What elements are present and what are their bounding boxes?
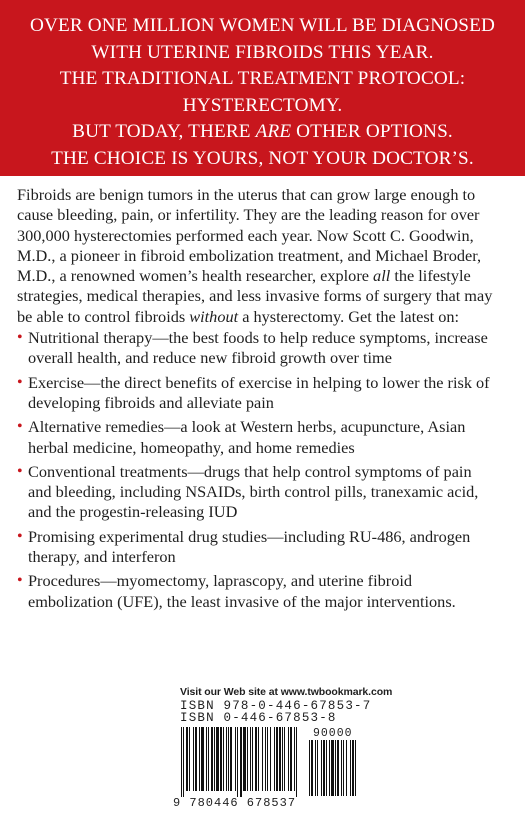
barcode-bar — [265, 727, 266, 791]
intro-line-7-end: a hysterectomy. Get the latest on: — [238, 306, 460, 326]
list-item — [17, 417, 517, 458]
bullet-icon: • — [17, 572, 23, 590]
banner-emphasis: ARE — [255, 121, 292, 142]
list-item — [17, 527, 517, 568]
banner-line-4: HYSTERECTOMY. — [182, 94, 343, 116]
barcode-bar — [346, 740, 347, 796]
banner-line-6: THE CHOICE IS YOURS, NOT YOUR DOCTOR’S. — [51, 147, 474, 169]
website-line: Visit our Web site at www.twbookmark.com — [180, 686, 393, 698]
barcode-bar — [352, 740, 354, 796]
barcode-block — [171, 698, 372, 818]
barcode-bar — [335, 740, 336, 796]
barcode-bar — [341, 740, 342, 796]
barcode-bar — [274, 727, 275, 791]
barcode-bar — [279, 727, 281, 791]
barcode-bar — [211, 727, 213, 791]
topics-list — [17, 328, 517, 612]
intro-line-7 — [17, 307, 517, 327]
intro-emphasis-without: without — [189, 306, 239, 326]
intro-line-4: M.D., a pioneer in fibroid embolization treatment, and Michael Broder, — [17, 245, 482, 265]
barcode-bar — [315, 740, 316, 796]
barcode-bar — [309, 740, 310, 796]
barcode-bar — [186, 727, 188, 791]
ean-digits-label: 9 780446 678537 — [173, 796, 297, 810]
banner-line-3: THE TRADITIONAL TREATMENT PROTOCOL: — [59, 68, 466, 89]
barcode-bar — [326, 740, 327, 796]
barcode-bar — [247, 727, 248, 791]
barcode-bar — [189, 727, 190, 791]
barcode-bar — [329, 740, 330, 796]
intro-line-5 — [17, 266, 517, 286]
list-item-line: Procedures—myomectomy, laprascopy, and uterine fibroid — [28, 571, 412, 591]
bullet-icon: • — [17, 527, 23, 545]
barcode-bar — [323, 740, 325, 796]
barcode-bar — [199, 727, 200, 791]
list-item-line: herbal medicine, homeopathy, and home remedies — [28, 437, 355, 457]
intro-line-1: Fibroids are benign tumors in the uterus that can grow large enough to — [17, 185, 476, 204]
barcode-bar — [355, 740, 356, 796]
barcode-bar — [258, 727, 259, 791]
intro-line-6: strategies, medical therapies, and less invasive forms of surgery that may — [17, 286, 493, 306]
headline-banner — [0, 0, 525, 176]
barcode-bar — [216, 727, 219, 791]
barcode-bar — [220, 727, 222, 791]
list-item — [17, 328, 517, 369]
barcode-bar — [284, 727, 285, 791]
list-item-line: Promising experimental drug studies—including RU-486, androgen — [28, 526, 471, 546]
intro-line-5-start: M.D., a renowned women’s health researcher, explore — [17, 266, 374, 286]
intro-emphasis-all: all — [373, 266, 391, 286]
barcode-bar — [214, 727, 215, 791]
barcode-bar — [343, 740, 344, 796]
barcode-bar — [288, 727, 289, 791]
banner-line-5 — [0, 119, 525, 146]
barcode-bar — [262, 727, 263, 791]
list-item — [17, 462, 517, 523]
list-item-line: therapy, and interferon — [28, 547, 176, 567]
barcode-bar — [228, 727, 229, 791]
barcode-bar — [294, 727, 295, 791]
list-item-line: developing fibroids and alleviate pain — [28, 392, 274, 412]
intro-line-3: 300,000 hysterectomies performed each year. Now Scott C. Goodwin, — [17, 225, 474, 245]
barcode-bar — [250, 727, 251, 791]
barcode-bar — [208, 727, 209, 791]
list-item-line: and the progestin-releasing IUD — [28, 502, 238, 522]
barcode-bar — [311, 740, 313, 796]
list-item — [17, 373, 517, 414]
bullet-icon: • — [17, 329, 23, 347]
barcode-bar — [181, 727, 182, 797]
barcode-bar — [195, 727, 197, 791]
barcode-bar — [290, 727, 292, 791]
list-item-line: embolization (UFE), the least invasive of the major interventions. — [28, 591, 456, 611]
barcode-bar — [193, 727, 194, 791]
barcode-bar — [240, 727, 242, 797]
barcode-bar — [243, 727, 246, 791]
list-item-line: Alternative remedies—a look at Western herbs, acupuncture, Asian — [28, 417, 466, 437]
barcode-bar — [282, 727, 283, 791]
banner-line-5-end: OTHER OPTIONS. — [291, 121, 453, 142]
barcode-bar — [230, 727, 232, 791]
intro-line-7-start: be able to control fibroids — [17, 306, 190, 326]
list-item-line: Nutritional therapy—the best foods to help reduce symptoms, increase — [28, 328, 488, 348]
barcode-bar — [183, 727, 184, 797]
barcode-bar — [223, 727, 224, 791]
barcode-bar — [255, 727, 257, 791]
barcode-bar — [296, 727, 297, 797]
intro-line-2: cause bleeding, pain, or infertility. They are the leading reason for over — [17, 205, 480, 225]
bullet-icon: • — [17, 462, 23, 480]
list-item — [17, 571, 517, 612]
description-body — [17, 185, 517, 616]
banner-line-2: WITH UTERINE FIBROIDS THIS YEAR. — [91, 41, 434, 63]
barcode-bar — [317, 740, 318, 796]
barcode-bar — [235, 727, 236, 791]
isbn-10-label: ISBN 0-446-67853-8 — [180, 711, 337, 725]
barcode-bar — [237, 727, 238, 797]
barcode-bar — [226, 727, 227, 791]
list-item-line: Conventional treatments—drugs that help control symptoms of pain — [28, 461, 472, 481]
barcode-bar — [331, 740, 334, 796]
barcode-bar — [201, 727, 204, 791]
list-item-line: Exercise—the direct benefits of exercise in helping to lower the risk of — [28, 372, 490, 392]
price-code-label: 90000 — [313, 727, 353, 740]
bullet-icon: • — [17, 418, 23, 436]
bullet-icon: • — [17, 373, 23, 391]
barcode-bar — [206, 727, 207, 791]
barcode-bar — [252, 727, 253, 791]
barcode-bar — [267, 727, 268, 791]
intro-paragraph — [17, 185, 517, 327]
barcode-bar — [337, 740, 339, 796]
intro-line-5-end: the lifestyle — [390, 266, 471, 286]
barcode-bar — [321, 740, 322, 796]
list-item-line: and bleeding, including NSAIDs, birth control pills, tranexamic acid, — [28, 482, 479, 502]
barcode-bar — [276, 727, 278, 791]
banner-line-1: OVER ONE MILLION WOMEN WILL BE DIAGNOSED — [29, 15, 496, 36]
price-barcode — [309, 740, 357, 796]
banner-line-5-start: BUT TODAY, THERE — [72, 121, 256, 142]
list-item-line: overall health, and reduce new fibroid growth over time — [28, 348, 392, 368]
ean-barcode — [181, 727, 303, 797]
isbn-13-label: ISBN 978-0-446-67853-7 — [180, 699, 372, 713]
barcode-bar — [270, 727, 271, 791]
barcode-bar — [350, 740, 351, 796]
